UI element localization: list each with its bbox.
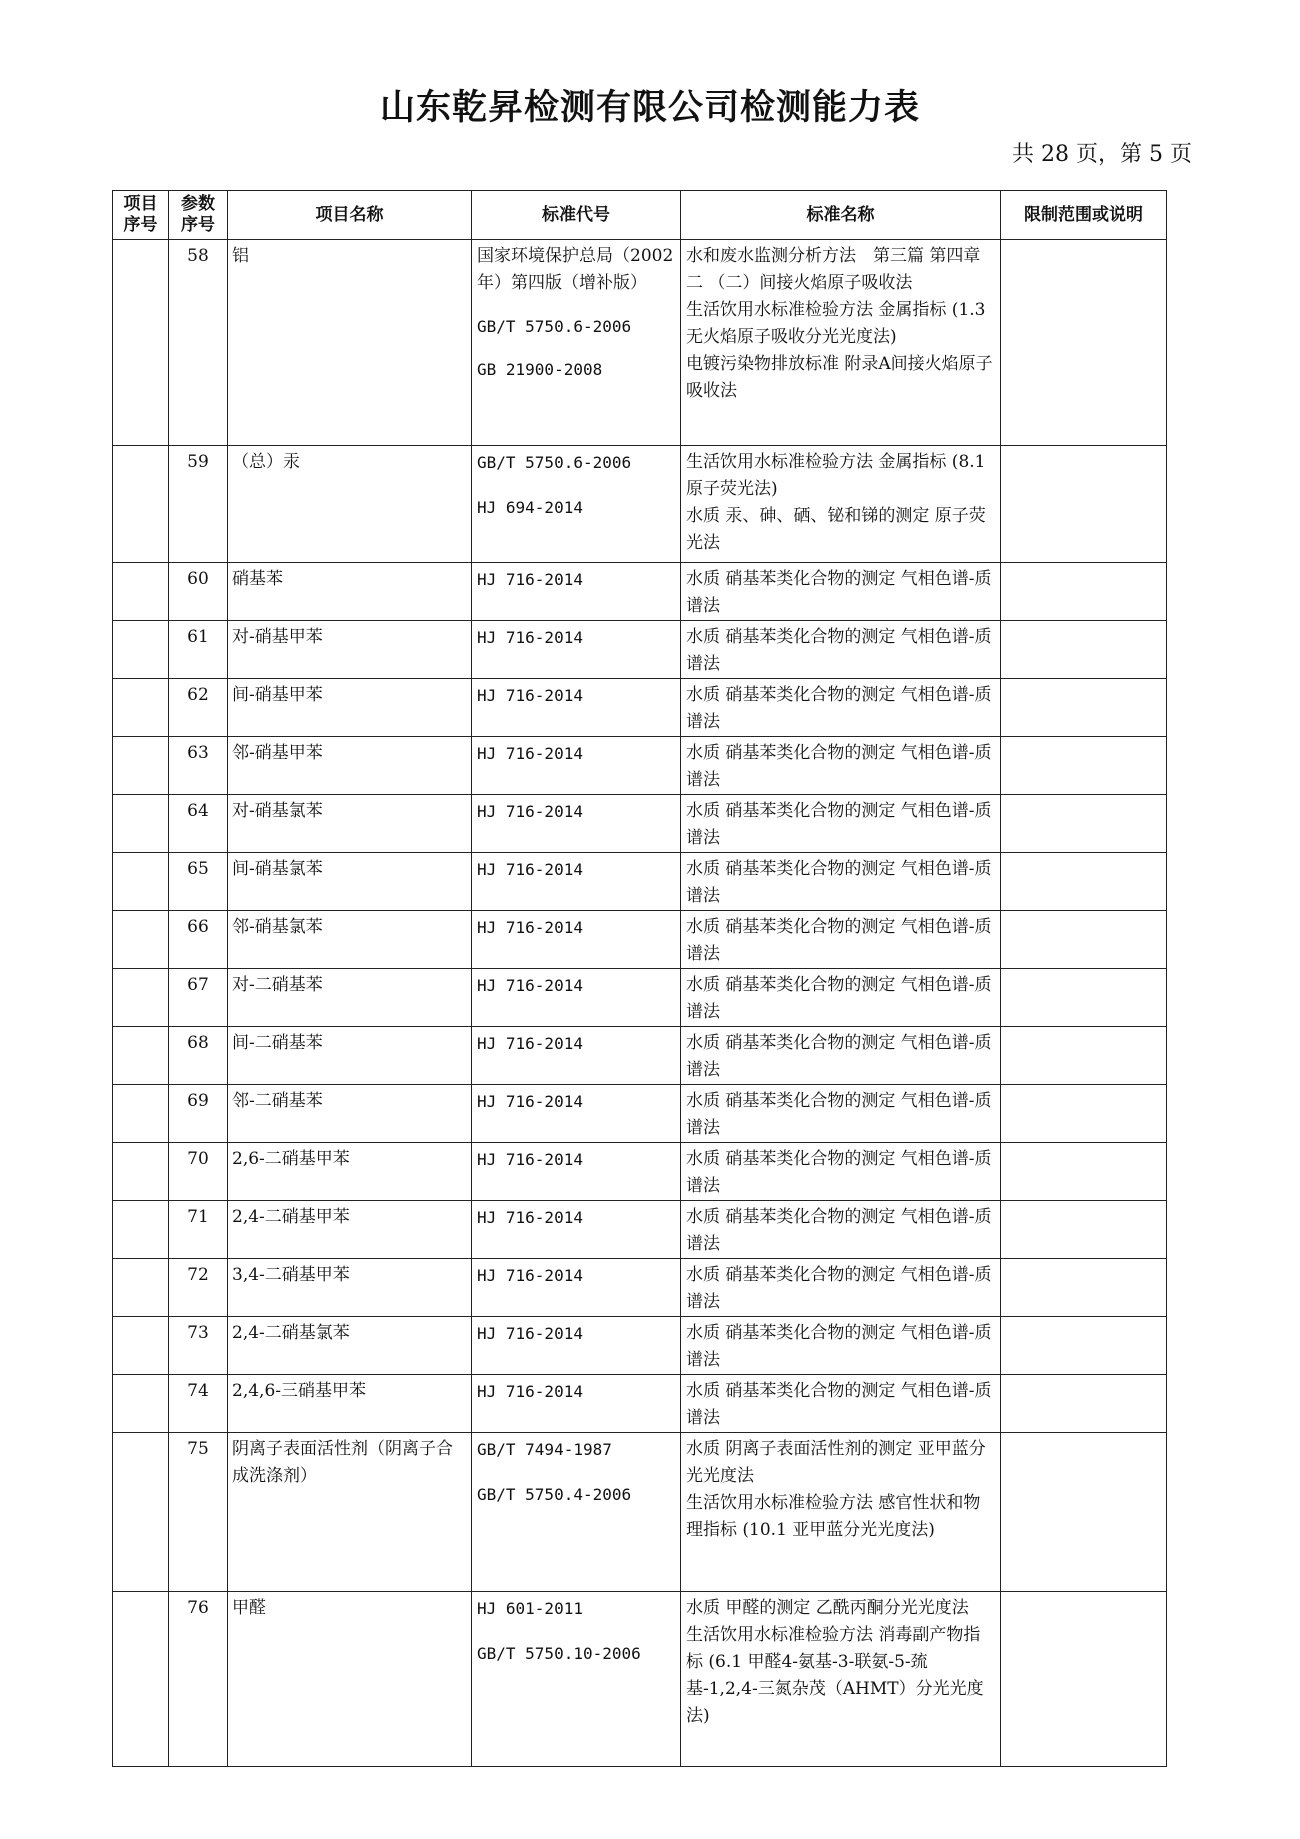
table-row bbox=[113, 795, 1167, 853]
std-code-cell bbox=[472, 853, 681, 911]
std-code: HJ 716-2014 bbox=[477, 976, 583, 995]
std-code: GB/T 5750.6-2006 bbox=[477, 453, 632, 472]
col-header-std-name: 标准名称 bbox=[681, 191, 1001, 240]
param-seq-cell: 74 bbox=[169, 1375, 228, 1433]
param-seq-cell: 72 bbox=[169, 1259, 228, 1317]
item-seq-cell bbox=[113, 853, 169, 911]
limit-cell bbox=[1001, 621, 1167, 679]
std-name: 水质 硝基苯类化合物的测定 气相色谱-质谱法 bbox=[686, 1149, 992, 1196]
item-name-cell: 2,6-二硝基甲苯 bbox=[228, 1143, 472, 1201]
std-name-cell bbox=[681, 1027, 1001, 1085]
limit-cell bbox=[1001, 911, 1167, 969]
limit-cell bbox=[1001, 795, 1167, 853]
std-name-cell bbox=[681, 1433, 1001, 1592]
std-code: HJ 601-2011 bbox=[477, 1599, 583, 1618]
limit-cell bbox=[1001, 1143, 1167, 1201]
page-number-info: 共 28 页，第 5 页 bbox=[1012, 142, 1192, 167]
item-seq-cell bbox=[113, 1085, 169, 1143]
std-code-cell bbox=[472, 1433, 681, 1592]
limit-cell bbox=[1001, 1201, 1167, 1259]
std-name-cell bbox=[681, 1592, 1001, 1767]
param-seq-cell: 61 bbox=[169, 621, 228, 679]
item-name-cell: （总）汞 bbox=[228, 446, 472, 563]
std-code: HJ 716-2014 bbox=[477, 628, 583, 647]
std-name: 水质 硝基苯类化合物的测定 气相色谱-质谱法 bbox=[686, 917, 992, 964]
col-header-item-seq: 项目 序号 bbox=[113, 191, 169, 240]
limit-cell bbox=[1001, 563, 1167, 621]
item-seq-cell bbox=[113, 1317, 169, 1375]
table-row bbox=[113, 737, 1167, 795]
std-name-cell bbox=[681, 1201, 1001, 1259]
item-seq-cell bbox=[113, 1201, 169, 1259]
std-name-cell bbox=[681, 1317, 1001, 1375]
std-name-cell bbox=[681, 853, 1001, 911]
std-code: HJ 716-2014 bbox=[477, 1382, 583, 1401]
std-code-cell bbox=[472, 679, 681, 737]
std-code-cell bbox=[472, 911, 681, 969]
limit-cell bbox=[1001, 1375, 1167, 1433]
std-name: 水质 阴离子表面活性剂的测定 亚甲蓝分光光度法 bbox=[686, 1439, 986, 1486]
std-name: 水质 硝基苯类化合物的测定 气相色谱-质谱法 bbox=[686, 1033, 992, 1080]
item-seq-cell bbox=[113, 563, 169, 621]
param-seq-cell: 59 bbox=[169, 446, 228, 563]
std-name: 水质 硝基苯类化合物的测定 气相色谱-质谱法 bbox=[686, 1265, 992, 1312]
item-name-cell: 阴离子表面活性剂（阴离子合成洗涤剂） bbox=[228, 1433, 472, 1592]
col-header-param-seq: 参数 序号 bbox=[169, 191, 228, 240]
item-name-cell: 甲醛 bbox=[228, 1592, 472, 1767]
item-seq-cell bbox=[113, 737, 169, 795]
page-title: 山东乾昇检测有限公司检测能力表 bbox=[379, 88, 920, 128]
col-header-item-name: 项目名称 bbox=[228, 191, 472, 240]
std-code: GB 21900-2008 bbox=[477, 360, 603, 379]
std-code: HJ 716-2014 bbox=[477, 860, 583, 879]
item-seq-cell bbox=[113, 911, 169, 969]
item-seq-cell bbox=[113, 446, 169, 563]
std-code: HJ 694-2014 bbox=[477, 498, 583, 517]
std-code: HJ 716-2014 bbox=[477, 570, 583, 589]
std-code: GB/T 5750.6-2006 bbox=[477, 317, 632, 336]
std-code-cell bbox=[472, 737, 681, 795]
item-seq-cell bbox=[113, 621, 169, 679]
std-code: HJ 716-2014 bbox=[477, 918, 583, 937]
std-name: 生活饮用水标准检验方法 消毒副产物指标 (6.1 甲醛4-氨基-3-联氨-5-巯基-1,2,4-三氮杂茂（AHMT）分光光度法) bbox=[686, 1625, 984, 1726]
limit-cell bbox=[1001, 1085, 1167, 1143]
std-code: GB/T 5750.10-2006 bbox=[477, 1644, 641, 1663]
std-name-cell bbox=[681, 969, 1001, 1027]
item-name-cell: 邻-硝基甲苯 bbox=[228, 737, 472, 795]
std-name-cell bbox=[681, 1085, 1001, 1143]
std-code-cell bbox=[472, 1143, 681, 1201]
item-seq-cell bbox=[113, 969, 169, 1027]
table-row bbox=[113, 446, 1167, 563]
limit-cell bbox=[1001, 969, 1167, 1027]
limit-cell bbox=[1001, 240, 1167, 446]
std-name-cell bbox=[681, 240, 1001, 446]
std-name: 水质 硝基苯类化合物的测定 气相色谱-质谱法 bbox=[686, 1091, 992, 1138]
std-code-cell bbox=[472, 795, 681, 853]
std-name: 水质 硝基苯类化合物的测定 气相色谱-质谱法 bbox=[686, 743, 992, 790]
std-code: 国家环境保护总局（2002年）第四版（增补版） bbox=[477, 246, 674, 293]
std-code-cell bbox=[472, 240, 681, 446]
item-seq-cell bbox=[113, 1027, 169, 1085]
item-name-cell: 2,4,6-三硝基甲苯 bbox=[228, 1375, 472, 1433]
param-seq-cell: 66 bbox=[169, 911, 228, 969]
limit-cell bbox=[1001, 446, 1167, 563]
item-seq-cell bbox=[113, 240, 169, 446]
param-seq-cell: 63 bbox=[169, 737, 228, 795]
std-name-cell bbox=[681, 563, 1001, 621]
std-code: HJ 716-2014 bbox=[477, 744, 583, 763]
item-name-cell: 2,4-二硝基氯苯 bbox=[228, 1317, 472, 1375]
std-name: 水质 硝基苯类化合物的测定 气相色谱-质谱法 bbox=[686, 859, 992, 906]
std-code-cell bbox=[472, 621, 681, 679]
table-row bbox=[113, 853, 1167, 911]
std-name: 水质 硝基苯类化合物的测定 气相色谱-质谱法 bbox=[686, 1381, 992, 1428]
table-row bbox=[113, 911, 1167, 969]
table-row bbox=[113, 563, 1167, 621]
table-row bbox=[113, 1085, 1167, 1143]
param-seq-cell: 69 bbox=[169, 1085, 228, 1143]
std-name: 水质 甲醛的测定 乙酰丙酮分光光度法 bbox=[686, 1598, 969, 1618]
limit-cell bbox=[1001, 737, 1167, 795]
table-row bbox=[113, 1375, 1167, 1433]
limit-cell bbox=[1001, 679, 1167, 737]
std-code-cell bbox=[472, 1375, 681, 1433]
std-code-cell bbox=[472, 1027, 681, 1085]
std-code: GB/T 7494-1987 bbox=[477, 1440, 612, 1459]
param-seq-cell: 71 bbox=[169, 1201, 228, 1259]
std-code: HJ 716-2014 bbox=[477, 686, 583, 705]
table-row bbox=[113, 969, 1167, 1027]
item-seq-cell bbox=[113, 1592, 169, 1767]
item-seq-cell bbox=[113, 1143, 169, 1201]
param-seq-cell: 76 bbox=[169, 1592, 228, 1767]
item-name-cell: 2,4-二硝基甲苯 bbox=[228, 1201, 472, 1259]
item-name-cell: 对-硝基甲苯 bbox=[228, 621, 472, 679]
param-seq-cell: 70 bbox=[169, 1143, 228, 1201]
item-name-cell: 间-二硝基苯 bbox=[228, 1027, 472, 1085]
std-code-cell bbox=[472, 1201, 681, 1259]
param-seq-cell: 75 bbox=[169, 1433, 228, 1592]
limit-cell bbox=[1001, 1027, 1167, 1085]
limit-cell bbox=[1001, 1317, 1167, 1375]
table-row bbox=[113, 1433, 1167, 1592]
table-row bbox=[113, 240, 1167, 446]
std-name-cell bbox=[681, 1143, 1001, 1201]
param-seq-cell: 62 bbox=[169, 679, 228, 737]
param-seq-cell: 73 bbox=[169, 1317, 228, 1375]
col-header-limit: 限制范围或说明 bbox=[1001, 191, 1167, 240]
std-name-cell bbox=[681, 795, 1001, 853]
std-code-cell bbox=[472, 1259, 681, 1317]
table-row bbox=[113, 1317, 1167, 1375]
std-name: 电镀污染物排放标准 附录A间接火焰原子吸收法 bbox=[686, 354, 993, 401]
std-name: 水质 硝基苯类化合物的测定 气相色谱-质谱法 bbox=[686, 975, 992, 1022]
item-seq-cell bbox=[113, 679, 169, 737]
std-name-cell bbox=[681, 446, 1001, 563]
std-code-cell bbox=[472, 1317, 681, 1375]
std-name-cell bbox=[681, 679, 1001, 737]
std-name: 生活饮用水标准检验方法 金属指标 (1.3 无火焰原子吸收分光光度法) bbox=[686, 300, 986, 347]
std-code: HJ 716-2014 bbox=[477, 1266, 583, 1285]
capability-table bbox=[112, 190, 1167, 1767]
param-seq-cell: 67 bbox=[169, 969, 228, 1027]
col-header-std-code: 标准代号 bbox=[472, 191, 681, 240]
item-seq-cell bbox=[113, 1433, 169, 1592]
std-name-cell bbox=[681, 1375, 1001, 1433]
std-name-cell bbox=[681, 737, 1001, 795]
std-name: 水和废水监测分析方法 第三篇 第四章 二 （二）间接火焰原子吸收法 bbox=[686, 246, 981, 293]
item-name-cell: 对-硝基氯苯 bbox=[228, 795, 472, 853]
table-row bbox=[113, 1143, 1167, 1201]
table-row bbox=[113, 1027, 1167, 1085]
std-name: 水质 硝基苯类化合物的测定 气相色谱-质谱法 bbox=[686, 801, 992, 848]
param-seq-cell: 65 bbox=[169, 853, 228, 911]
item-seq-cell bbox=[113, 1375, 169, 1433]
item-name-cell: 铝 bbox=[228, 240, 472, 446]
std-code: HJ 716-2014 bbox=[477, 1208, 583, 1227]
table-row bbox=[113, 1201, 1167, 1259]
std-name: 生活饮用水标准检验方法 金属指标 (8.1 原子荧光法) bbox=[686, 452, 986, 499]
limit-cell bbox=[1001, 1259, 1167, 1317]
std-code-cell bbox=[472, 446, 681, 563]
param-seq-cell: 60 bbox=[169, 563, 228, 621]
table-row bbox=[113, 621, 1167, 679]
table-row bbox=[113, 679, 1167, 737]
item-name-cell: 3,4-二硝基甲苯 bbox=[228, 1259, 472, 1317]
param-seq-cell: 64 bbox=[169, 795, 228, 853]
std-code: HJ 716-2014 bbox=[477, 1034, 583, 1053]
std-name: 生活饮用水标准检验方法 感官性状和物理指标 (10.1 亚甲蓝分光光度法) bbox=[686, 1493, 981, 1540]
std-code-cell bbox=[472, 1085, 681, 1143]
std-code-cell bbox=[472, 563, 681, 621]
std-name-cell bbox=[681, 621, 1001, 679]
param-seq-cell: 68 bbox=[169, 1027, 228, 1085]
table-row bbox=[113, 1592, 1167, 1767]
std-code: HJ 716-2014 bbox=[477, 1150, 583, 1169]
item-name-cell: 间-硝基甲苯 bbox=[228, 679, 472, 737]
std-name-cell bbox=[681, 1259, 1001, 1317]
std-name: 水质 硝基苯类化合物的测定 气相色谱-质谱法 bbox=[686, 685, 992, 732]
std-name: 水质 硝基苯类化合物的测定 气相色谱-质谱法 bbox=[686, 1323, 992, 1370]
item-seq-cell bbox=[113, 795, 169, 853]
limit-cell bbox=[1001, 853, 1167, 911]
std-name: 水质 硝基苯类化合物的测定 气相色谱-质谱法 bbox=[686, 1207, 992, 1254]
std-code: GB/T 5750.4-2006 bbox=[477, 1485, 632, 1504]
param-seq-cell: 58 bbox=[169, 240, 228, 446]
std-name: 水质 硝基苯类化合物的测定 气相色谱-质谱法 bbox=[686, 569, 992, 616]
item-name-cell: 间-硝基氯苯 bbox=[228, 853, 472, 911]
std-name-cell bbox=[681, 911, 1001, 969]
std-code-cell bbox=[472, 969, 681, 1027]
std-code-cell bbox=[472, 1592, 681, 1767]
table-header-row bbox=[113, 191, 1167, 240]
limit-cell bbox=[1001, 1433, 1167, 1592]
item-name-cell: 对-二硝基苯 bbox=[228, 969, 472, 1027]
table-row bbox=[113, 1259, 1167, 1317]
std-code: HJ 716-2014 bbox=[477, 1092, 583, 1111]
std-code: HJ 716-2014 bbox=[477, 802, 583, 821]
limit-cell bbox=[1001, 1592, 1167, 1767]
std-code: HJ 716-2014 bbox=[477, 1324, 583, 1343]
item-name-cell: 邻-二硝基苯 bbox=[228, 1085, 472, 1143]
item-name-cell: 邻-硝基氯苯 bbox=[228, 911, 472, 969]
std-name: 水质 硝基苯类化合物的测定 气相色谱-质谱法 bbox=[686, 627, 992, 674]
item-seq-cell bbox=[113, 1259, 169, 1317]
item-name-cell: 硝基苯 bbox=[228, 563, 472, 621]
std-name: 水质 汞、砷、硒、铋和锑的测定 原子荧光法 bbox=[686, 506, 986, 553]
